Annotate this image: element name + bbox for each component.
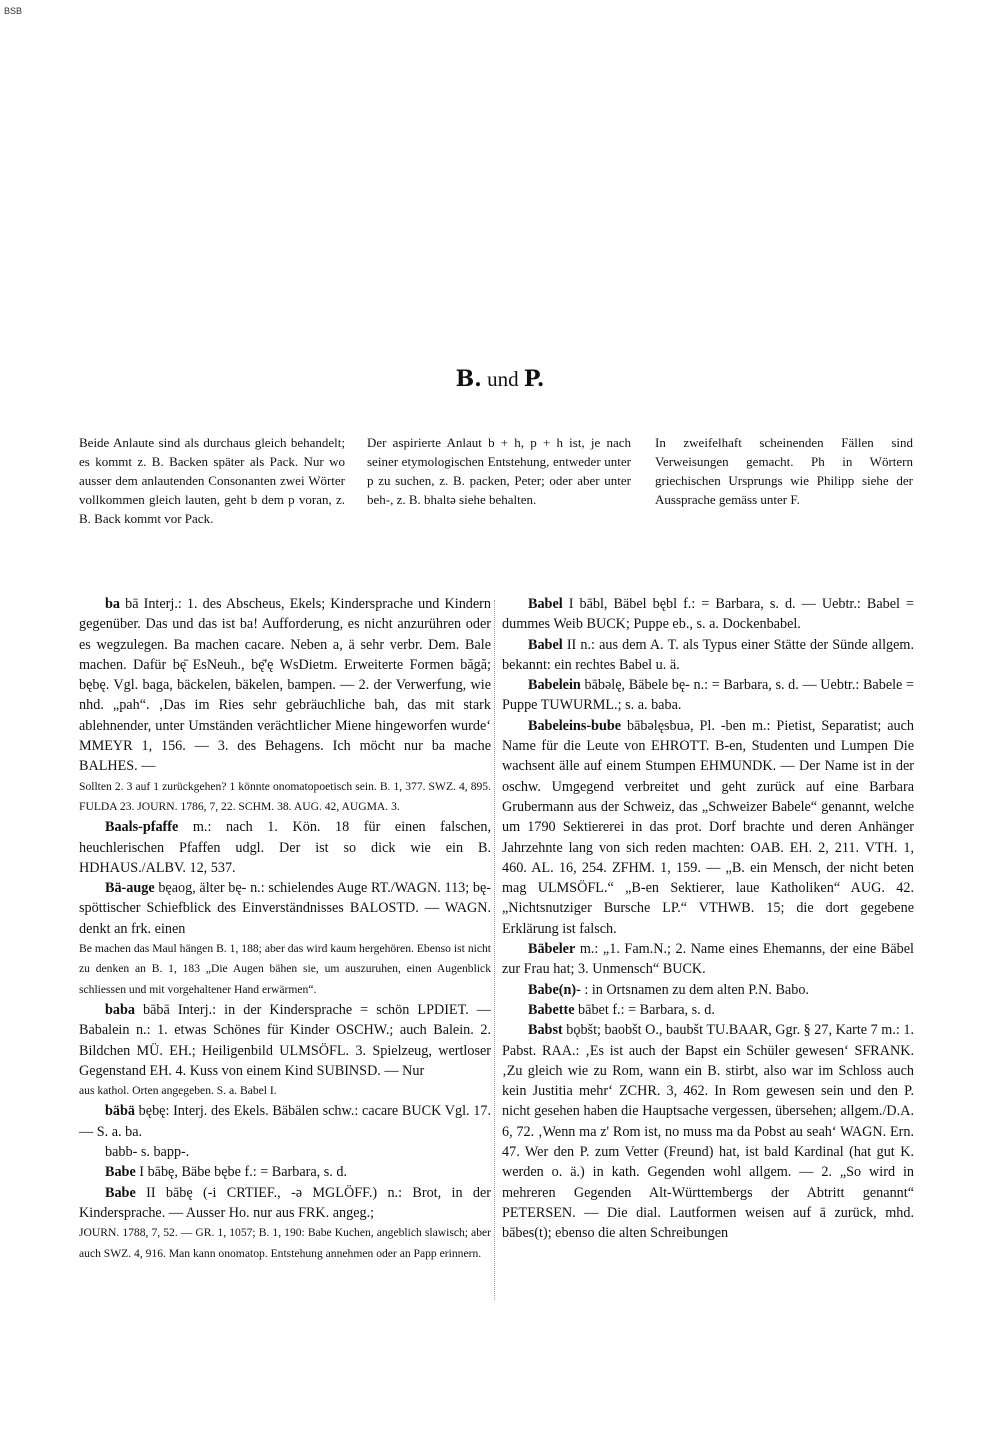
entry-text: I bābl, Bäbel bębl f.: = Barbara, s. d. — Uebtr.: Babel = dummes Weib BUCK; Puppe eb., s. a. Dockenbabel. <box>502 596 915 633</box>
entry-headword: Babst <box>528 1022 563 1039</box>
entry-text: : in Ortsnamen zu dem alten P.N. Babo. <box>584 981 809 998</box>
entry-headword: baba <box>105 1001 135 1018</box>
dictionary-entry <box>502 1020 914 1243</box>
entry-headword: Babel <box>528 636 563 653</box>
entry-note <box>79 1081 491 1101</box>
entry-text: bębę: Interj. des Ekels. Bäbälen schw.: cacare BUCK Vgl. 17. — S. a. ba. <box>79 1103 492 1140</box>
entry-text: bābā Interj.: in der Kindersprache = schön LPDIET. — Babalein n.: 1. etwas Schönes für Kinder OSCHW.; auch Balein. 2. Bildchen MÜ. EH.; Heiligenbild ULMSÖFL. 3. Spielzeug, wertloser Gegenstand EH. 4. Kuss von einem Kind SUBINSD. — Nur <box>79 1001 491 1079</box>
entry-text: m.: „1. Fam.N.; 2. Name eines Ehemanns, der eine Bäbel zur Frau hat; 3. Unmensch“ BUCK. <box>502 941 914 978</box>
entry-text: babb- s. bapp-. <box>105 1144 190 1161</box>
dictionary-entry <box>79 1142 491 1162</box>
entry-text: bābəlę, Bäbele bę- n.: = Barbara, s. d. — Uebtr.: Babele = Puppe TUWURML.; s. a. baba. <box>502 677 914 714</box>
intro-text: Der aspirierte Anlaut b + h, p + h ist, je nach seiner etymologischen Entstehung, entweder unter p zu suchen, z. B. packen, Peter; oder aber unter beh-, z. B. bhaltə siehe behalten. <box>367 435 631 507</box>
entry-headword: Babe <box>105 1164 136 1181</box>
dictionary-entry <box>79 817 491 878</box>
entry-text: Sollten 2. 3 auf 1 zurückgehen? 1 könnte onomatopoetisch sein. B. 1, 377. SWZ. 4, 895. FULDA 23. JOURN. 1786, 7, 22. SCHM. 38. AUG. 42, AUGMA. 3. <box>79 779 491 813</box>
dictionary-entry <box>502 716 914 939</box>
intro-column-1 <box>79 433 345 528</box>
entry-text: JOURN. 1788, 7, 52. — GR. 1, 1057; B. 1, 190: Babe Kuchen, angeblich slawisch; aber auch SWZ. 4, 916. Man kann onomatop. Entstehung annehmen oder an Papp erinnern. <box>79 1226 491 1260</box>
heading-letter-b: B. <box>455 366 482 392</box>
heading-letter-p: P. <box>523 366 545 392</box>
entry-headword: Babe(n)- <box>528 981 581 998</box>
entry-headword: Bä-auge <box>105 880 155 897</box>
entry-headword: Babette <box>528 1001 575 1018</box>
heading-und: und <box>487 367 519 391</box>
entry-text: II bābę (-i CRTIEF., -ə MGLÖFF.) n.: Brot, in der Kindersprache. — Ausser Ho. nur aus FRK. angeg.; <box>79 1184 491 1221</box>
entry-text: bābet f.: = Barbara, s. d. <box>578 1001 715 1018</box>
entry-text: II n.: aus dem A. T. als Typus einer Stätte der Sünde allgem. bekannt: ein rechtes Babel u. ä. <box>502 636 915 673</box>
dictionary-entry <box>502 675 914 716</box>
entry-headword: Babelein <box>528 677 581 694</box>
entry-text: bā Interj.: 1. des Abscheus, Ekels; Kindersprache und Kindern gegenüber. Das und das ist ba! Aufforderung, es nicht anzurühren oder es wegzulegen. Ba machen cacare. Neben a, ä sehr verbr. Dem. Bale machen. Dafür bę̄ EsNeuh., bę̄'ę WsDietm. Erweiterte Formen băgă; bębę. Vgl. baga, bäckelen, bäkelen, bampen. — 2. der Verwerfung, wie nhd. „pah“. ‚Das im Ries sehr gebräuchliche bah, das mit stark ablehnender, unter Umständen verächtlicher Miene hingeworfen wurde‘ MMEYR 1, 156. — 3. des Behagens. Ich möcht nur ba mache BALHES. — <box>79 596 491 775</box>
entries-left-column <box>79 594 491 1264</box>
entry-text: bābəlęsbuə, Pl. -ben m.: Pietist, Separatist; auch Name für die Leute von EHROTT. B-en, Studenten und Lumpen Die wachsent älle auf einem Stumpen EHMUNDK. — Der Name ist in der oschw. Umgegend verbreitet und geht zurück auf eine Barbara Grubermann aus der Schweiz, das „Schweizer Babele“ genannt, welche um 1790 Sektiererei in das prot. Dorf brachte und deren Anhänger Jahrzehnte lang von sich reden machten: OAB. EH. 2, 211. VTH. 1, 460. AL. 16, 254. ZFHM. 1, 159. — „B. ein Mensch, der nicht beten mag ULMSÖFL.“ „B-en Sektierer, laue Katholiken“ AUG. 42. „Nichtsnutziger Bursche LP.“ VTHWB. 15; die dort gegebene Erklärung ist falsch. <box>502 717 915 937</box>
dictionary-entry <box>502 939 914 980</box>
dictionary-entry <box>502 1000 914 1020</box>
entry-headword: Babe <box>105 1184 136 1201</box>
column-divider <box>494 600 495 1300</box>
entry-note <box>79 1223 491 1264</box>
dictionary-entry <box>79 1101 491 1142</box>
intro-column-3 <box>655 433 913 509</box>
intro-column-2 <box>367 433 631 509</box>
entry-text: m.: nach 1. Kön. 18 für einen falschen, heuchlerischen Pfaffen udgl. Der ist so dick wie ein B. HDHAUS./ALBV. 12, 537. <box>79 819 491 876</box>
entry-headword: Bäbeler <box>528 941 576 958</box>
entry-headword: Baals-pfaffe <box>105 819 179 836</box>
dictionary-entry <box>502 635 914 676</box>
entry-text: I bābę, Bäbe bębe f.: = Barbara, s. d. <box>139 1164 348 1181</box>
entries-right-column <box>502 594 914 1244</box>
dictionary-entry <box>79 1162 491 1182</box>
dictionary-entry <box>79 1000 491 1081</box>
dictionary-entry <box>502 980 914 1000</box>
dictionary-entry <box>79 594 491 777</box>
entry-text: Be machen das Maul hängen B. 1, 188; aber das wird kaum hergehören. Ebenso ist nicht zu denken an B. 1, 183 „Die Augen bähen sie, um auszuruhen, einen Augenblick schliessen und mit vorgehaltener Hand erwärmen“. <box>79 942 491 996</box>
intro-text: Beide Anlaute sind als durchaus gleich behandelt; es kommt z. B. Backen später als Pack. Nur wo ausser dem anlautenden Consonanten zwei Wörter vollkommen gleich lauten, geht b dem p voran, z. B. Back kommt vor Pack. <box>79 435 345 526</box>
entry-headword: bäbä <box>105 1103 135 1120</box>
entry-text: bęaog, älter bę- n.: schielendes Auge RT./WAGN. 113; bę- spöttischer Schiefblick des Einverständnisses BALOSTD. — WAGN. denkt an frk. einen <box>79 880 491 937</box>
entry-headword: Babel <box>528 596 563 612</box>
entry-text: aus kathol. Orten angegeben. S. a. Babel I. <box>79 1084 277 1098</box>
entry-note <box>79 939 491 1000</box>
dictionary-entry <box>79 878 491 939</box>
entry-headword: Babeleins-bube <box>528 717 622 734</box>
entry-text: bǫbšt; baobšt O., baubšt TU.BAAR, Ggr. § 27, Karte 7 m.: 1. Pabst. RAA.: ‚Es ist auch der Bapst ein Schüler gewesen‘ SFRANK. ‚Zu gleich wie zu Rom, wann ein B. stirbt, also war im Schloss auch kein Justitia mehr‘ ZCHR. 3, 462. In Rom gewesen sein und den P. nicht gesehen haben die Hauptsache vergessen, übersehen; allgem./D.A. 6, 72. ‚Wenn ma z' Rom ist, no muss ma da Pobst au seah‘ WAGN. Ern. 47. Wer den P. zum Vetter (Freund) hat, ist bald Kardinal (hat gut K. werden o. ä.) in kath. Gegenden wohl allgem. — 2. „So wird in mehreren Gegenden Alt-Württembergs der Abtritt genannt“ PETERSEN. — Die dial. Lautformen weisen auf ā zurück, mhd. bābes(t); ebenso die alten Schreibungen <box>502 1022 915 1242</box>
dictionary-entry <box>502 594 914 635</box>
library-stamp: BSB <box>4 6 23 16</box>
page-heading <box>0 366 1000 392</box>
dictionary-entry <box>79 1183 491 1224</box>
intro-text: In zweifelhaft scheinenden Fällen sind Verweisungen gemacht. Ph in Wörtern griechischen Ursprungs wie Philipp siehe der Aussprache gemäss unter F. <box>655 435 913 507</box>
entry-headword: ba <box>105 596 120 612</box>
entry-note <box>79 777 491 818</box>
